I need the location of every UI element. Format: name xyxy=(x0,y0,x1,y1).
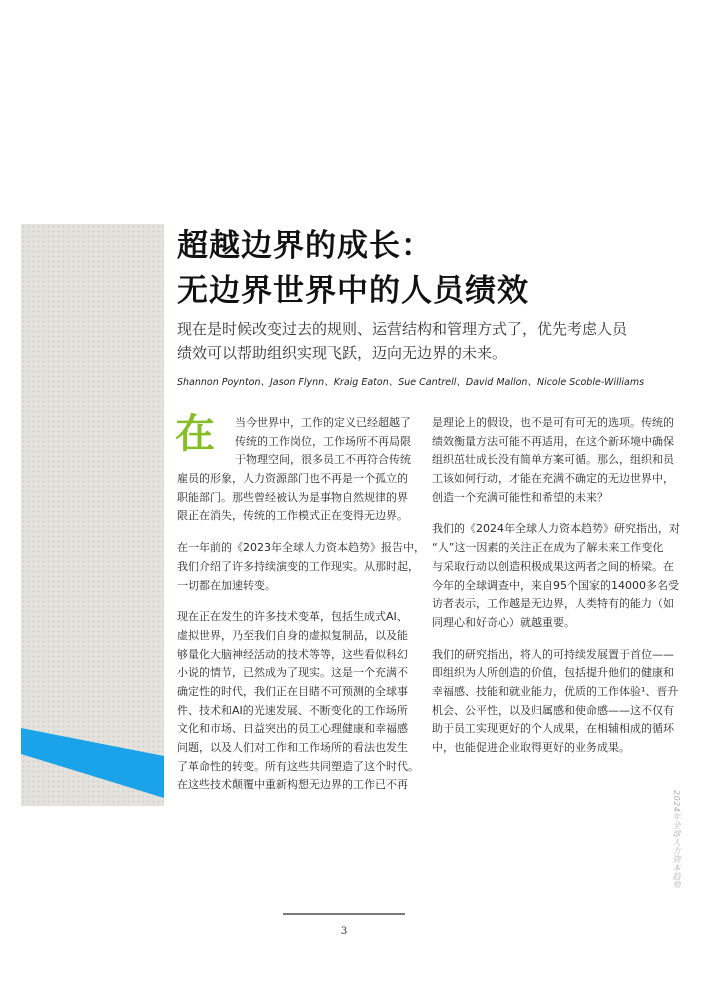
subtitle-line: 绩效可以帮助组织实现飞跃，迈向无边界的未来。 xyxy=(177,344,508,362)
text-line: 创造一个充满可能性和希望的未来？ xyxy=(432,490,608,504)
text-line: 职能部门。那些曾经被认为是事物自然规律的界 xyxy=(177,490,408,504)
drop-cap: 在 xyxy=(175,411,215,457)
body-paragraph xyxy=(432,414,678,507)
text-line: 限正在消失，传统的工作模式正在变得无边界。 xyxy=(177,509,408,523)
text-line: 即组织为人所创造的价值，包括提升他们的健康和 xyxy=(432,666,674,680)
text-line: 助于员工实现更好的个人成果，在相辅相成的循环 xyxy=(432,722,674,736)
text-line: 当今世界中，工作的定义已经超越了 xyxy=(235,416,411,429)
text-line: 机会、公平性，以及归属感和使命感——这不仅有 xyxy=(432,703,674,717)
text-line: 幸福感、技能和就业能力，优质的工作体验¹、晋升 xyxy=(432,684,679,698)
subtitle-line: 现在是时候改变过去的规则、运营结构和管理方式了，优先考虑人员 xyxy=(177,320,628,338)
title-line: 无边界世界中的人员绩效 xyxy=(177,273,529,309)
text-line: 小说的情节，已然成为了现实。这是一个充满不 xyxy=(177,666,408,680)
footer-divider xyxy=(283,913,405,915)
body-paragraph xyxy=(432,646,678,758)
text-line: 组织茁壮成长没有简单方案可循。那么，组织和员 xyxy=(432,453,674,467)
text-line: 我们的《2024年全球人力资本趋势》研究指出，对 xyxy=(432,522,680,536)
right-column xyxy=(432,414,678,758)
body-paragraph xyxy=(432,520,678,632)
text-line: 确定性的时代，我们正在目睹不可预测的全球事 xyxy=(177,684,408,698)
text-line: 雇员的形象，人力资源部门也不再是一个孤立的 xyxy=(177,472,408,486)
page-title xyxy=(177,224,529,314)
body-paragraph xyxy=(177,539,425,595)
text-line: 于物理空间，很多员工不再符合传统 xyxy=(235,453,411,467)
text-line: 我们的研究指出，将人的可持续发展置于首位—— xyxy=(432,647,674,661)
text-line: 件、技术和AI的光速发展、不断变化的工作场所 xyxy=(177,703,408,717)
text-line: 绩效衡量方法可能不再适用，在这个新环境中确保 xyxy=(432,434,674,448)
intro-paragraph xyxy=(175,411,417,526)
text-line: 在一年前的《2023年全球人力资本趋势》报告中， xyxy=(177,541,425,555)
text-line: 访者表示，工作越是无边界，人类特有的能力（如 xyxy=(432,597,674,611)
text-line: 一切都在加速转变。 xyxy=(177,578,276,592)
text-line: 工该如何行动，才能在充满不确定的无边世界中， xyxy=(432,472,674,486)
text-line: 与采取行动以创造积极成果这两者之间的桥梁。在 xyxy=(432,559,674,573)
text-line: 够量化大脑神经活动的技术等等，这些看似科幻 xyxy=(177,647,408,661)
body-paragraph xyxy=(177,608,417,795)
text-line: 问题，以及人们对工作和工作场所的看法也发生 xyxy=(177,741,408,754)
page-number: 3 xyxy=(340,926,348,937)
text-line: 传统的工作岗位，工作场所不再局限 xyxy=(235,434,411,448)
left-column xyxy=(175,411,425,795)
decorative-panel xyxy=(21,224,164,806)
blue-stripe-graphic xyxy=(21,224,164,806)
text-line: 虚拟世界，乃至我们自身的虚拟复制品，以及能 xyxy=(177,628,408,642)
text-line: 我们介绍了许多持续演变的工作现实。从那时起， xyxy=(177,559,419,573)
text-line: 同理心和好奇心）就越重要。 xyxy=(432,615,575,629)
text-line: 中，也能促进企业取得更好的业务成果。 xyxy=(432,741,630,754)
title-line: 超越边界的成长： xyxy=(177,228,433,264)
subtitle xyxy=(177,317,637,365)
text-line: 文化和市场、日益突出的员工心理健康和幸福感 xyxy=(177,722,408,736)
text-line: 今年的全球调查中，来自95个国家的14000多名受 xyxy=(432,578,679,592)
author-list: Shannon Poynton、Jason Flynn、Kraig Eaton、Sue Cantrell、David Mallon、Nicole Scoble-Williams xyxy=(177,377,645,388)
text-line: “人”这一因素的关注正在成为了解未来工作变化 xyxy=(432,541,664,555)
text-line: 了革命性的转变。所有这些共同塑造了这个时代。 xyxy=(177,759,419,773)
text-line: 是理论上的假设，也不是可有可无的选项。传统的 xyxy=(432,416,674,429)
text-line: 在这些技术颠覆中重新构想无边界的工作已不再 xyxy=(177,778,408,792)
text-line: 现在正在发生的许多技术变革，包括生成式AI、 xyxy=(177,610,408,624)
report-side-label: 2024年全球人力资本趋势 xyxy=(672,790,681,889)
